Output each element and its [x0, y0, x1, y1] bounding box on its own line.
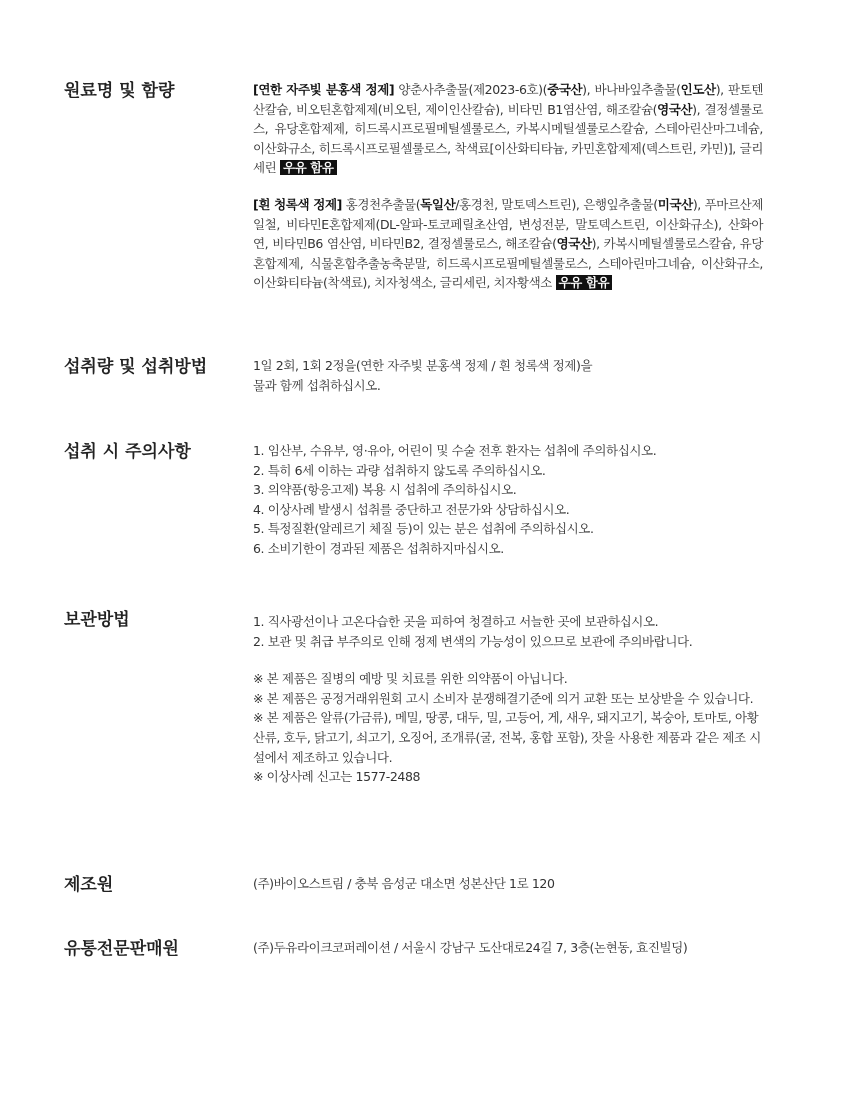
pink-tablet-ingredients: [연한 자주빛 분홍색 정제] 양춘사추출물(제2023-6호)(중국산), 바나바잎추출물(인도산), 판토텐산칼슘, 비오틴혼합제제(비오틴, 제이인산칼슘), 비타민 B1염산염, 해조칼슘(영국산), 결정셀룰로스, 유당혼합제제, 히드록시프로필메틸셀룰로스, 카복시메틸셀룰로스칼슘, 스테아린산마그네슘, 이산화규소, 히드록시프로필셀룰로스, 착색료[이산화티타늄, 카민혼합제제(덱스트린, 카민)], 글리세린 우유 함유 [253, 82, 763, 176]
origin-label: 중국산 [547, 82, 583, 97]
manufacturer-label: 제조원 [64, 875, 114, 895]
milk-allergen-badge: 우유 함유 [280, 160, 337, 175]
notice-item: ※ 본 제품은 질병의 예방 및 치료를 위한 의약품이 아닙니다. [253, 671, 568, 687]
origin-label: 영국산 [657, 101, 693, 117]
pink-tablet-heading: [연한 자주빛 분홍색 정제] [253, 82, 395, 97]
distributor-label: 유통전문판매원 [64, 939, 179, 959]
ingredients-content [253, 80, 763, 293]
storage-label: 보관방법 [64, 610, 130, 630]
caution-label: 섭취 시 주의사항 [64, 442, 191, 462]
distributor-text: (주)두유라이크코퍼레이션 / 서울시 강남구 도산대로24길 7, 3층(논현동, 효진빌딩) [253, 940, 688, 955]
dosage-label: 섭취량 및 섭취방법 [64, 357, 208, 377]
white-tablet-heading: [흰 청록색 정제] [253, 196, 342, 212]
report-hotline: ※ 이상사례 신고는 1577-2488 [253, 769, 421, 785]
storage-item: 1. 직사광선이나 고온다습한 곳을 피하여 청결하고 서늘한 곳에 보관하십시오. [253, 614, 659, 629]
origin-label: 영국산 [556, 236, 592, 252]
milk-allergen-badge: 우유 함유 [556, 275, 613, 290]
ingredients-label: 원료명 및 함량 [64, 81, 175, 101]
caution-item: 3. 의약품(항응고제) 복용 시 섭취에 주의하십시오. [253, 482, 517, 498]
origin-label: 독일산 [420, 196, 456, 212]
allergen-notice: ※ 본 제품은 알류(가금류), 메밀, 땅콩, 대두, 밀, 고등어, 게, 새우, 돼지고기, 복숭아, 토마토, 아황산류, 호두, 닭고기, 쇠고기, 오징어, 조개류(굴, 전복, 홍합 포함), 잣을 사용한 제품과 같은 제조 시설에서 제조하고 있습니다. [253, 710, 761, 765]
origin-label: 인도산 [680, 82, 716, 97]
dosage-line: 물과 함께 섭취하십시오. [253, 377, 381, 393]
caution-item: 5. 특정질환(알레르기 체질 등)이 있는 분은 섭취에 주의하십시오. [253, 521, 594, 537]
caution-item: 4. 이상사례 발생시 섭취를 중단하고 전문가와 상담하십시오. [253, 501, 570, 517]
storage-content [253, 612, 763, 787]
dosage-line: 1일 2회, 1회 2정을(연한 자주빛 분홍색 정제 / 흰 청록색 정제)을 [253, 358, 593, 373]
notice-list [253, 669, 763, 787]
white-tablet-ingredients: [흰 청록색 정제] 홍경천추출물(독일산/홍경천, 말토덱스트린), 은행잎추출물(미국산), 푸마르산제일철, 비타민E혼합제제(DL-알파-토코페릴초산염, 변성전분, 말토덱스트린, 이산화규소), 산화아연, 비타민B6 염산염, 비타민B2, 결정셀룰로스, 해조칼슘(영국산), 카복시메틸셀룰로스칼슘, 유당혼합제제, 식물혼합추출농축분말, 히드록시프로필메틸셀룰로스, 스테아린마그네슘, 이산화규소, 이산화티타늄(착색료), 치자청색소, 글리세린, 치자황색소 우유 함유 [253, 196, 764, 291]
caution-item: 2. 특히 6세 이하는 과량 섭취하지 않도록 주의하십시오. [253, 462, 546, 478]
caution-item: 1. 임산부, 수유부, 영·유아, 어린이 및 수술 전후 환자는 섭취에 주의하십시오. [253, 443, 657, 458]
storage-item: 2. 보관 및 취급 부주의로 인해 정제 변색의 가능성이 있으므로 보관에 주의바랍니다. [253, 633, 693, 649]
origin-label: 미국산 [657, 196, 693, 212]
dosage-content [253, 356, 763, 395]
caution-item: 6. 소비기한이 경과된 제품은 섭취하지마십시오. [253, 540, 504, 556]
manufacturer-text: (주)바이오스트림 / 충북 음성군 대소면 성본산단 1로 120 [253, 876, 555, 891]
caution-list [253, 441, 763, 559]
notice-item: ※ 본 제품은 공정거래위원회 고시 소비자 분쟁해결기준에 의거 교환 또는 보상받을 수 있습니다. [253, 690, 754, 706]
